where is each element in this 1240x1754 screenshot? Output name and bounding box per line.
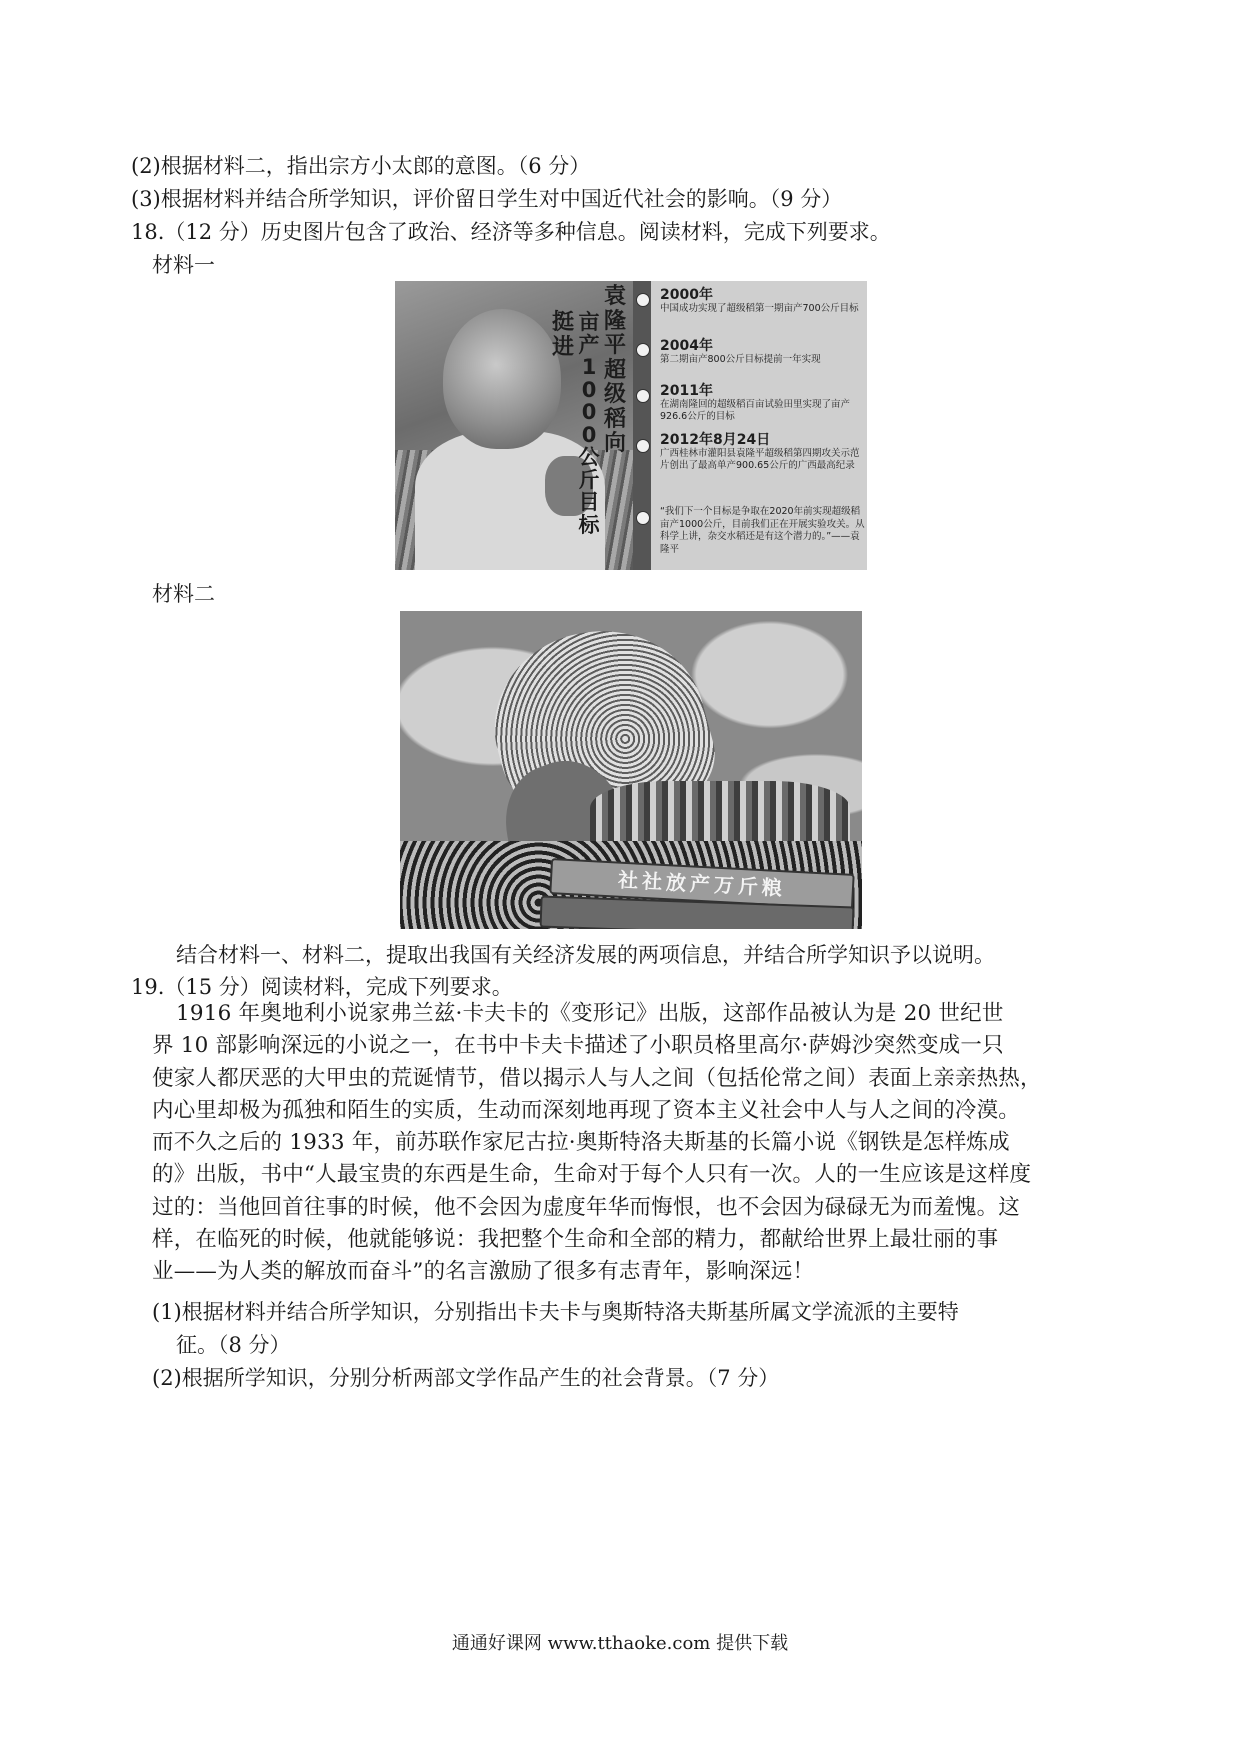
timeline-text: 第二期亩产800公斤目标提前一年实现: [660, 354, 821, 365]
passage-line: 内心里却极为孤独和陌生的实质，生动而深刻地再现了资本主义社会中人与人之间的冷漠。: [152, 1097, 1021, 1123]
timeline-year: 2004年: [660, 338, 713, 354]
page-footer: 通通好课网 www.tthaoke.com 提供下载: [451, 1633, 789, 1654]
question-19-1-line-1: (1)根据材料并结合所学知识，分别指出卡夫卡与奥斯特洛夫斯基所属文学流派的主要特: [152, 1300, 959, 1324]
timeline-dot: [636, 439, 650, 453]
timeline-dot: [636, 511, 650, 525]
question-19-2: (2)根据所学知识，分别分析两部文学作品产生的社会背景。（7 分）: [152, 1366, 780, 1390]
poster-banner: 社社放产万斤粮: [549, 858, 854, 910]
question-18-task: 结合材料一、材料二，提取出我国有关经济发展的两项信息，并结合所学知识予以说明。: [176, 943, 995, 967]
timeline-entry: [660, 287, 865, 315]
passage-line: 界 10 部影响深远的小说之一，在书中卡夫卡描述了小职员格里高尔·萨姆沙突然变成一只: [152, 1033, 1004, 1059]
material-passage: [152, 998, 1052, 1289]
timeline-dot: [636, 343, 650, 357]
timeline-bar: [633, 281, 651, 570]
question-18-header: 18.（12 分）历史图片包含了政治、经济等多种信息。阅读材料，完成下列要求。: [131, 220, 891, 244]
figure-1-title-col-2: 亩产1000公斤目标: [578, 310, 600, 537]
portrait-face: [443, 309, 561, 449]
figure-1-title-col-1: 袁隆平超级稻向: [603, 284, 626, 456]
timeline-quote: “我们下一个目标是争取在2020年前实现超级稻亩产1000公斤，目前我们正在开展实验攻关。从科学上讲，杂交水稻还是有这个潜力的。”——袁隆平: [660, 506, 865, 555]
timeline-entry: [660, 383, 865, 423]
timeline-dot: [636, 389, 650, 403]
passage-line: 1916 年奥地利小说家弗兰兹·卡夫卡的《变形记》出版，这部作品被认为是 20 世纪世: [176, 1001, 1004, 1026]
timeline-text: 中国成功实现了超级稻第一期亩产700公斤目标: [660, 303, 859, 314]
timeline-text: 在湖南隆回的超级稻百亩试验田里实现了亩产926.6公斤的目标: [660, 399, 851, 422]
material-1-label: 材料一: [152, 253, 215, 277]
figure-1-title-col-3: 挺进: [551, 310, 574, 360]
timeline-text: 广西桂林市灌阳县袁隆平超级稻第四期攻关示范片创出了最高单产900.65公斤的广西最高纪录: [660, 448, 860, 471]
passage-line: 业——为人类的解放而奋斗”的名言激励了很多有志青年，影响深远！: [152, 1259, 815, 1285]
timeline-year: 2000年: [660, 287, 713, 303]
timeline-dot: [636, 293, 650, 307]
material-2-label: 材料二: [152, 582, 215, 606]
material-2-image-propaganda-poster: [400, 611, 862, 929]
question-19-header: 19.（15 分）阅读材料，完成下列要求。: [131, 975, 513, 999]
timeline-year: 2012年8月24日: [660, 432, 771, 448]
question-19-1-line-2: 征。（8 分）: [176, 1333, 291, 1357]
passage-line: 过的：当他回首往事的时候，他不会因为虚度年华而悔恨，也不会因为碌碌无为而羞愧。这: [152, 1194, 1021, 1220]
question-17-3: (3)根据材料并结合所学知识，评价留日学生对中国近代社会的影响。（9 分）: [131, 187, 843, 211]
passage-line: 的》出版，书中“人最宝贵的东西是生命，生命对于每个人只有一次。人的一生应该是这样度: [152, 1162, 1032, 1188]
timeline-entry: [660, 338, 865, 366]
passage-line: 使家人都厌恶的大甲虫的荒诞情节，借以揭示人与人之间（包括伦常之间）表面上亲亲热热，: [152, 1065, 1042, 1091]
timeline-entry: [660, 432, 865, 472]
timeline-quote-entry: [660, 506, 865, 556]
question-17-2: (2)根据材料二，指出宗方小太郎的意图。（6 分）: [131, 154, 591, 178]
passage-line: 样，在临死的时候，他就能够说：我把整个生命和全部的精力，都献给世界上最壮丽的事: [152, 1227, 999, 1253]
material-1-image-yuan-longping: [395, 281, 867, 570]
timeline-year: 2011年: [660, 383, 713, 399]
passage-line: 而不久之后的 1933 年，前苏联作家尼古拉·奥斯特洛夫斯基的长篇小说《钢铁是怎样炼成: [152, 1130, 1010, 1156]
